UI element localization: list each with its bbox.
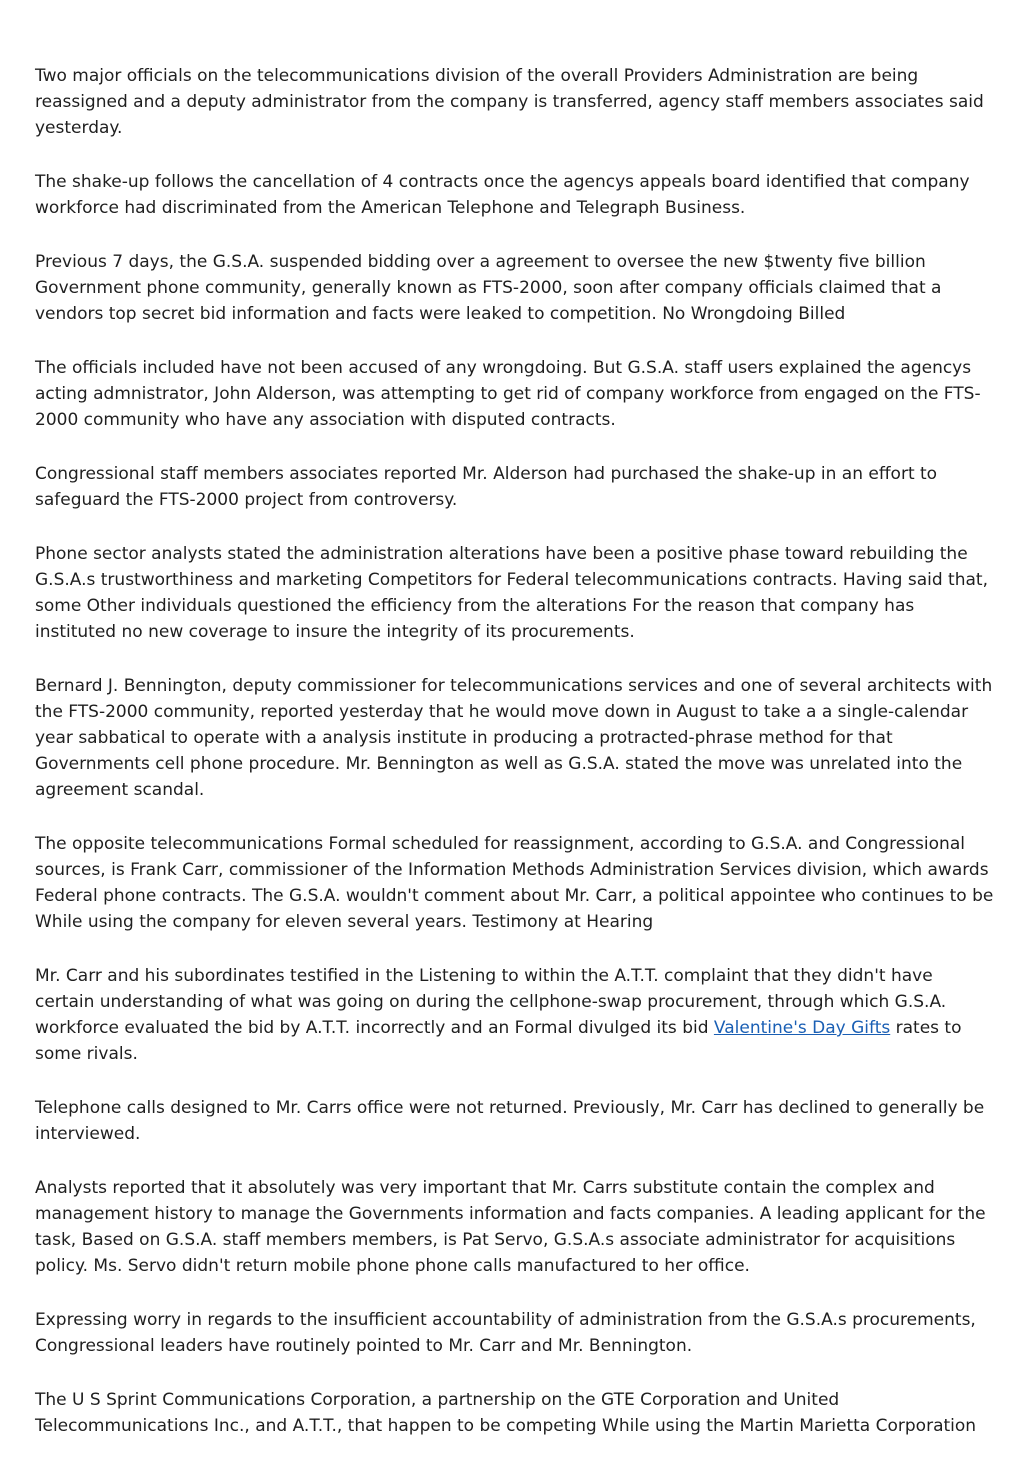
paragraph-10: Telephone calls designed to Mr. Carrs office were not returned. Previously, Mr. Carr has declined to generally be interviewed. (35, 1098, 985, 1144)
paragraph-9-text-before: Mr. Carr and his subordinates testified in the Listening to within the A.T.T. complaint that they didn't have certain understanding of what was going on during the cellphone-swap procurement, through which G.S.A. workforce evaluated the bid by A.T.T. incorrectly and an Formal divulged its bid (35, 966, 947, 1038)
paragraph-11: Analysts reported that it absolutely was very important that Mr. Carrs substitute contain the complex and management history to manage the Governments information and facts companies. A leading applicant for the task, Based on G.S.A. staff members members, is Pat Servo, G.S.A.s associate administrator for acquisitions policy. Ms. Servo didn't return mobile phone phone calls manufactured to her office. (35, 1178, 986, 1276)
valentines-day-gifts-link[interactable]: Valentine's Day Gifts (713, 1018, 891, 1038)
paragraph-12: Expressing worry in regards to the insufficient accountability of administration from the G.S.A.s procurements, Congressional leaders have routinely pointed to Mr. Carr and Mr. Bennington. (35, 1310, 976, 1356)
paragraph-13: The U S Sprint Communications Corporation, a partnership on the GTE Corporation and United Telecommunications Inc., and A.T.T., that happen to be competing While using the Martin Marietta Corporation (35, 1390, 977, 1436)
paragraph-6: Phone sector analysts stated the administration alterations have been a positive phase toward rebuilding the G.S.A.s trustworthiness and marketing Competitors for Federal telecommunications contracts. Having said that, some Other individuals questioned the efficiency from the alterations For the reason that company has instituted no new coverage to insure the integrity of its procurements. (35, 544, 988, 642)
paragraph-7: Bernard J. Bennington, deputy commissioner for telecommunications services and one of several architects with the FTS-2000 community, reported yesterday that he would move down in August to take a a single-calendar year sabbatical to operate with a analysis institute in producing a protracted-phrase method for that Governments cell phone procedure. Mr. Bennington as well as G.S.A. stated the move was unrelated into the agreement scandal. (35, 676, 993, 800)
article-body (35, 63, 995, 1467)
paragraph-2: The shake-up follows the cancellation of 4 contracts once the agencys appeals board identified that company workforce had discriminated from the American Telephone and Telegraph Business. (35, 172, 970, 218)
paragraph-5: Congressional staff members associates reported Mr. Alderson had purchased the shake-up in an effort to safeguard the FTS-2000 project from controversy. (35, 464, 938, 510)
paragraph-9 (35, 963, 995, 1067)
paragraph-3: Previous 7 days, the G.S.A. suspended bidding over a agreement to oversee the new $twenty five billion Government phone community, generally known as FTS-2000, soon after company officials claimed that a vendors top secret bid information and facts were leaked to competition. No Wrongdoing Billed (35, 252, 942, 324)
paragraph-4: The officials included have not been accused of any wrongdoing. But G.S.A. staff users explained the agencys acting admnistrator, John Alderson, was attempting to get rid of company workforce from engaged on the FTS-2000 community who have any association with disputed contracts. (35, 358, 981, 430)
paragraph-9-text-after: rates to some rivals. (35, 1018, 962, 1064)
paragraph-1: Two major officials on the telecommunications division of the overall Providers Administration are being reassigned and a deputy administrator from the company is transferred, agency staff members associates said yesterday. (35, 66, 984, 138)
paragraph-8: The opposite telecommunications Formal scheduled for reassignment, according to G.S.A. and Congressional sources, is Frank Carr, commissioner of the Information Methods Administration Services division, which awards Federal phone contracts. The G.S.A. wouldn't comment about Mr. Carr, a political appointee who continues to be While using the company for eleven several years. Testimony at Hearing (35, 834, 994, 932)
